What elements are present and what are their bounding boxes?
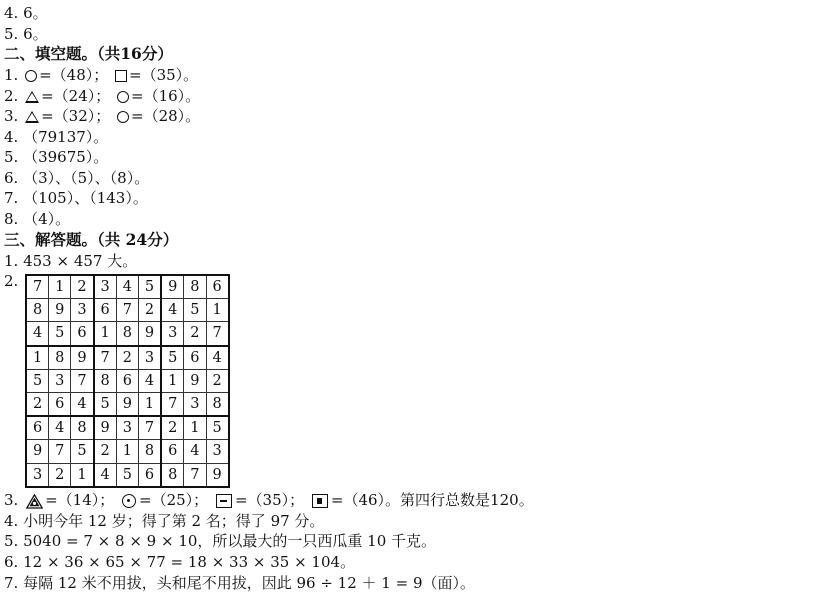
answer-text: 6。 xyxy=(23,4,48,22)
sudoku-cell: 2 xyxy=(116,346,138,370)
item-number: 1. xyxy=(4,66,19,84)
sudoku-cell: 3 xyxy=(71,299,94,322)
sudoku-cell: 6 xyxy=(206,275,229,299)
sudoku-row xyxy=(26,322,229,346)
answer-line xyxy=(4,3,48,23)
sudoku-cell: 1 xyxy=(206,299,229,322)
answer-line xyxy=(4,531,436,551)
sudoku-cell: 6 xyxy=(94,299,117,322)
answer-text: =（24）； xyxy=(41,87,111,105)
sudoku-cell: 9 xyxy=(94,416,117,440)
sudoku-cell: 8 xyxy=(138,440,161,463)
answer-text: 小明今年 12 岁；得了第 2 名；得了 97 分。 xyxy=(23,512,325,530)
sudoku-cell: 5 xyxy=(206,416,229,440)
sudoku-cell: 5 xyxy=(184,299,206,322)
answer-line xyxy=(4,490,534,510)
sudoku-cell: 9 xyxy=(49,299,71,322)
sudoku-cell: 4 xyxy=(138,369,161,392)
sudoku-cell: 7 xyxy=(206,322,229,346)
answer-text: 12 × 36 × 65 × 77 = 18 × 33 × 35 × 104。 xyxy=(23,553,356,571)
sudoku-cell: 1 xyxy=(161,369,184,392)
item-number: 6. xyxy=(4,553,19,571)
sudoku-cell: 5 xyxy=(138,275,161,299)
item-number: 2. xyxy=(4,272,19,290)
sudoku-row xyxy=(26,369,229,392)
answer-text: （105）、（143）。 xyxy=(23,189,148,207)
sudoku-cell: 7 xyxy=(161,392,184,416)
answer-text: =（25）； xyxy=(139,491,209,509)
sudoku-cell: 5 xyxy=(49,322,71,346)
item-number: 6. xyxy=(4,169,19,187)
sudoku-row xyxy=(26,440,229,463)
sudoku-cell: 3 xyxy=(49,369,71,392)
item-number: 3. xyxy=(4,491,19,509)
answer-text: （4）。 xyxy=(23,210,71,228)
sudoku-cell: 6 xyxy=(161,440,184,463)
item-number: 4. xyxy=(4,128,19,146)
answer-line xyxy=(4,127,108,147)
answer-text: 6。 xyxy=(23,25,48,43)
sudoku-cell: 9 xyxy=(116,392,138,416)
sudoku-row xyxy=(26,463,229,487)
sudoku-cell: 8 xyxy=(49,346,71,370)
sudoku-cell: 8 xyxy=(206,392,229,416)
item-number: 7. xyxy=(4,574,19,592)
answer-text: 453 × 457 大。 xyxy=(23,252,138,270)
sudoku-cell: 2 xyxy=(49,463,71,487)
square-dot-icon xyxy=(312,494,328,508)
answer-line xyxy=(4,209,70,229)
sudoku-cell: 1 xyxy=(116,440,138,463)
sudoku-cell: 9 xyxy=(26,440,49,463)
sudoku-cell: 7 xyxy=(116,299,138,322)
answer-text: =（28）。 xyxy=(131,107,201,125)
sudoku-cell: 2 xyxy=(71,275,94,299)
answer-line xyxy=(4,86,200,106)
sudoku-cell: 9 xyxy=(184,369,206,392)
item-number: 4. xyxy=(4,4,19,22)
item-number: 7. xyxy=(4,189,19,207)
circle-icon xyxy=(117,111,129,123)
answer-text: =（16）。 xyxy=(131,87,201,105)
sudoku-cell: 2 xyxy=(138,299,161,322)
sudoku-cell: 7 xyxy=(49,440,71,463)
circle-icon xyxy=(25,70,37,82)
answer-line xyxy=(4,251,137,271)
square-icon xyxy=(115,70,127,82)
sudoku-cell: 1 xyxy=(94,322,117,346)
sudoku-row xyxy=(26,299,229,322)
sudoku-cell: 3 xyxy=(94,275,117,299)
answer-line xyxy=(4,511,324,531)
answer-line xyxy=(4,271,18,291)
sudoku-cell: 6 xyxy=(71,322,94,346)
sudoku-cell: 5 xyxy=(26,369,49,392)
sudoku-cell: 7 xyxy=(26,275,49,299)
answer-text: 5040 = 7 × 8 × 9 × 10，所以最大的一只西瓜重 10 千克。 xyxy=(23,532,437,550)
sudoku-cell: 8 xyxy=(26,299,49,322)
sudoku-cell: 1 xyxy=(184,416,206,440)
triangle-dot-icon xyxy=(26,494,43,509)
sudoku-cell: 1 xyxy=(71,463,94,487)
item-number: 8. xyxy=(4,210,19,228)
sudoku-row xyxy=(26,275,229,299)
item-number: 5. xyxy=(4,25,19,43)
sudoku-cell: 4 xyxy=(184,440,206,463)
sudoku-cell: 3 xyxy=(184,392,206,416)
sudoku-cell: 4 xyxy=(71,392,94,416)
sudoku-cell: 9 xyxy=(71,346,94,370)
answer-text: （79137）。 xyxy=(23,128,109,146)
triangle-icon xyxy=(25,111,39,123)
answer-text: =（32）； xyxy=(41,107,111,125)
sudoku-cell: 9 xyxy=(206,463,229,487)
sudoku-row xyxy=(26,392,229,416)
sudoku-cell: 8 xyxy=(184,275,206,299)
sudoku-cell: 4 xyxy=(161,299,184,322)
sudoku-cell: 4 xyxy=(116,275,138,299)
answer-line xyxy=(4,573,475,593)
sudoku-cell: 2 xyxy=(94,440,117,463)
sudoku-cell: 7 xyxy=(94,346,117,370)
sudoku-cell: 9 xyxy=(138,322,161,346)
sudoku-cell: 2 xyxy=(206,369,229,392)
sudoku-cell: 4 xyxy=(206,346,229,370)
answer-line xyxy=(4,24,48,44)
sudoku-cell: 8 xyxy=(161,463,184,487)
answer-text: （39675）。 xyxy=(23,148,109,166)
sudoku-grid xyxy=(25,274,230,488)
sudoku-cell: 3 xyxy=(26,463,49,487)
sudoku-row xyxy=(26,416,229,440)
sudoku-cell: 5 xyxy=(161,346,184,370)
sudoku-cell: 1 xyxy=(26,346,49,370)
item-number: 2. xyxy=(4,87,19,105)
sudoku-cell: 9 xyxy=(161,275,184,299)
answer-text: =（14）； xyxy=(45,491,115,509)
sudoku-cell: 2 xyxy=(184,322,206,346)
sudoku-cell: 7 xyxy=(71,369,94,392)
section-heading: 三、解答题。（共 24分） xyxy=(4,230,179,249)
item-number: 5. xyxy=(4,148,19,166)
item-number: 3. xyxy=(4,107,19,125)
sudoku-cell: 8 xyxy=(71,416,94,440)
sudoku-cell: 1 xyxy=(49,275,71,299)
answer-line xyxy=(4,65,198,85)
sudoku-cell: 5 xyxy=(94,392,117,416)
sudoku-cell: 5 xyxy=(71,440,94,463)
answer-line xyxy=(4,147,108,167)
sudoku-cell: 6 xyxy=(138,463,161,487)
sudoku-cell: 4 xyxy=(26,322,49,346)
sudoku-cell: 4 xyxy=(49,416,71,440)
sudoku-cell: 5 xyxy=(116,463,138,487)
sudoku-row xyxy=(26,346,229,370)
circle-icon xyxy=(117,91,129,103)
item-number: 4. xyxy=(4,512,19,530)
sudoku-cell: 6 xyxy=(116,369,138,392)
answer-line xyxy=(4,552,355,572)
answer-text: =（35）； xyxy=(234,491,305,509)
answer-text: 每隔 12 米不用拔，头和尾不用拔，因此 96 ÷ 12 ＋ 1 = 9（面）。 xyxy=(23,574,475,592)
sudoku-cell: 8 xyxy=(94,369,117,392)
sudoku-cell: 4 xyxy=(94,463,117,487)
sudoku-cell: 7 xyxy=(138,416,161,440)
sudoku-cell: 3 xyxy=(206,440,229,463)
answer-text: =（35）。 xyxy=(129,66,199,84)
answer-line xyxy=(4,188,148,208)
sudoku-cell: 8 xyxy=(116,322,138,346)
answer-text: （3）、（5）、（8）。 xyxy=(23,169,150,187)
sudoku-cell: 1 xyxy=(138,392,161,416)
sudoku-cell: 3 xyxy=(138,346,161,370)
sudoku-cell: 2 xyxy=(161,416,184,440)
section-heading: 二、填空题。（共16分） xyxy=(4,44,173,63)
answer-text: =（48）； xyxy=(39,66,109,84)
answer-line xyxy=(4,106,200,126)
sudoku-cell: 6 xyxy=(49,392,71,416)
item-number: 5. xyxy=(4,532,19,550)
sudoku-cell: 3 xyxy=(116,416,138,440)
sudoku-cell: 6 xyxy=(184,346,206,370)
item-number: 1. xyxy=(4,252,19,270)
sudoku-cell: 3 xyxy=(161,322,184,346)
sudoku-cell: 2 xyxy=(26,392,49,416)
answer-line xyxy=(4,168,149,188)
answer-text: =（46）。第四行总数是120。 xyxy=(330,491,534,509)
circled-dot-icon xyxy=(122,494,136,508)
square-dash-icon xyxy=(216,494,232,508)
triangle-icon xyxy=(25,91,39,103)
sudoku-cell: 7 xyxy=(184,463,206,487)
sudoku-cell: 6 xyxy=(26,416,49,440)
